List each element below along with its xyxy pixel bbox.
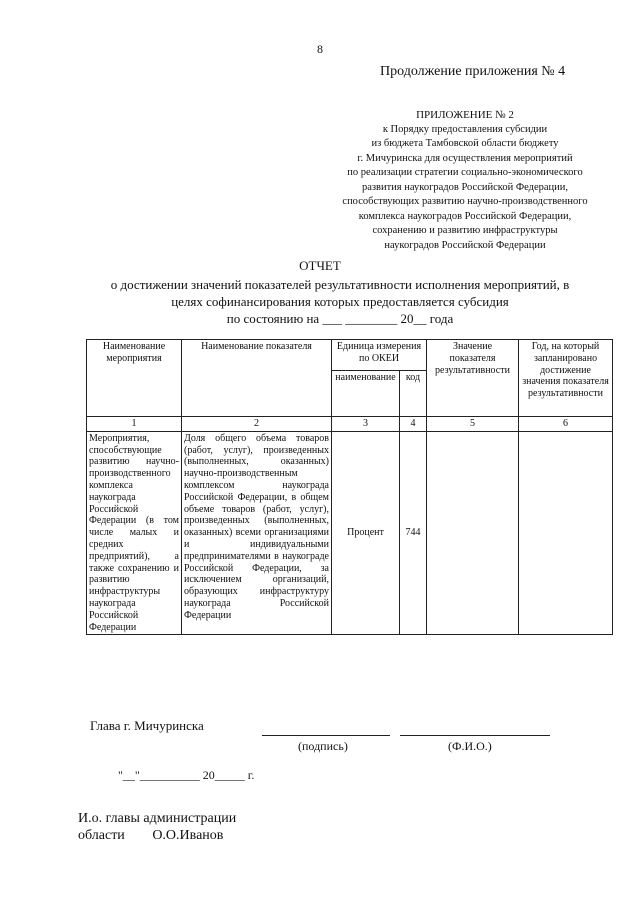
header-value: Значение показателя результативности [427,340,519,417]
column-number: 4 [400,417,427,432]
page-number: 8 [317,42,323,56]
report-subtitle-line: о достижении значений показателей результативности исполнения мероприятий, в [110,277,570,292]
signature-caption: (подпись) [298,739,348,753]
appendix-line: к Порядку предоставления субсидии [382,123,548,135]
report-title: ОТЧЕТ [299,258,341,273]
column-number: 5 [427,417,519,432]
report-date-line: по состоянию на ___ ________ 20__ года [226,311,454,326]
appendix-line: по реализации стратегии социально-экономического [347,167,583,178]
cell-unit-name: Процент [332,431,400,635]
appendix-line: развития наукоградов Российской Федерации, [361,181,569,193]
signature-line [262,735,390,736]
header-unit-name: наименование [332,371,400,417]
column-number: 1 [87,417,182,432]
appendix-block [330,108,600,253]
appendix-line: сохранению и развитию инфраструктуры [372,225,558,236]
cell-value [427,431,519,635]
continuation-note: Продолжение приложения № 4 [380,64,566,79]
column-number: 6 [519,417,613,432]
cell-activity: Мероприятия, способствующие развитию научно-производственного комплекса наукограда Российской Федерации (в том числе малых и средних предприятий), а также сохранению и развитию инфраструктуры наукограда Российской Федерации [87,431,182,635]
acting-region: области [78,828,125,843]
appendix-title: ПРИЛОЖЕНИЕ № 2 [416,109,514,121]
appendix-line: способствующих развитию научно-производственного [342,196,588,207]
report-subtitle [60,276,620,327]
acting-head-block [78,810,236,844]
name-caption: (Ф.И.О.) [448,739,492,753]
signature-date: "__"__________ 20_____ г. [118,768,255,782]
column-number: 2 [182,417,332,432]
cell-unit-code: 744 [400,431,427,635]
appendix-line: комплекса наукоградов Российской Федерации, [358,210,572,222]
acting-title: И.о. главы администрации [78,811,237,826]
appendix-line: г. Мичуринска для осуществления мероприятий [357,152,573,164]
report-table [86,339,613,635]
acting-name: О.О.Иванов [152,828,224,843]
cell-indicator: Доля общего объема товаров (работ, услуг), произведенных (выполненных, оказанных) научно-производственным комплексом наукограда Российской Федерации, в общем объеме товаров (работ, услуг), произведенных (выполненных, оказанных) всеми организациями и индивидуальными предпринимателями в наукограде Российской Федерации, за исключением организаций, образующих инфраструктуру наукограда Российской Федерации [182,431,332,635]
header-year: Год, на который запланировано достижение значения показателя результативности [519,340,613,417]
header-activity: Наименование мероприятия [87,340,182,417]
header-indicator: Наименование показателя [182,340,332,417]
acting-name-line [78,827,236,844]
appendix-line: из бюджета Тамбовской области бюджету [371,138,559,149]
report-subtitle-line: целях софинансирования которых предоставляется субсидия [171,294,509,309]
signature-label: Глава г. Мичуринска [90,718,204,733]
header-unit-code: код [400,371,427,417]
header-unit: Единица измерения по ОКЕИ [332,340,427,371]
column-number: 3 [332,417,400,432]
cell-year [519,431,613,635]
appendix-line: наукоградов Российской Федерации [384,239,546,251]
name-line [400,735,550,736]
